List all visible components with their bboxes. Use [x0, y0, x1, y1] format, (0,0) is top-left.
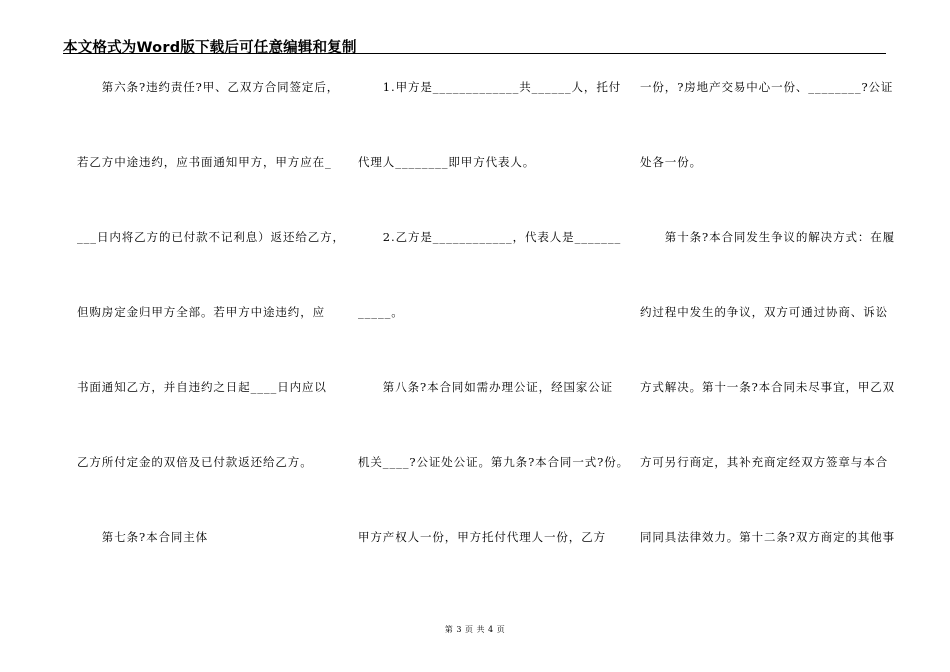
- text-column-1: [77, 0, 345, 672]
- text-line: 但购房定金归甲方全部。若甲方中途违约，应: [77, 305, 325, 319]
- text-line: 代理人________即甲方代表人。: [358, 155, 536, 169]
- text-line: 同同具法律效力。第十二条?双方商定的其他事: [640, 530, 896, 544]
- text-line: 乙方所付定金的双倍及已付款返还给乙方。: [77, 455, 313, 469]
- text-line: 第七条?本合同主体: [77, 530, 209, 544]
- text-line: ___日内将乙方的已付款不记利息）返还给乙方，: [77, 230, 345, 244]
- text-line: 方式解决。第十一条?本合同未尽事宜，甲乙双: [640, 380, 896, 394]
- text-line: 第十条?本合同发生争议的解决方式：在履: [640, 230, 896, 244]
- header-title: 本文格式为Word版下载后可任意编辑和复制: [63, 40, 357, 56]
- text-line: 第八条?本合同如需办理公证，经国家公证: [358, 380, 614, 394]
- text-line: 约过程中发生的争议，双方可通过协商、诉讼: [640, 305, 888, 319]
- text-column-3: [640, 0, 896, 672]
- text-line: 2.乙方是____________，代表人是_______: [358, 230, 622, 244]
- text-line: 书面通知乙方，并自违约之日起____日内应以: [77, 380, 327, 394]
- text-line: 一份，?房地产交易中心一份、________?公证: [640, 80, 894, 94]
- text-line: 1.甲方是_____________共______人，托付: [358, 80, 622, 94]
- text-line: _____。: [358, 305, 404, 319]
- text-column-2: [358, 0, 629, 672]
- text-line: 第六条?违约责任?甲、乙双方合同签定后，: [77, 80, 340, 94]
- page-number: 第 3 页 共 4 页: [444, 625, 506, 634]
- text-line: 机关____?公证处公证。第九条?本合同一式?份。: [358, 455, 629, 469]
- text-line: 方可另行商定，其补充商定经双方签章与本合: [640, 455, 888, 469]
- text-line: 甲方产权人一份，甲方托付代理人一份，乙方: [358, 530, 606, 544]
- text-line: 处各一份。: [640, 155, 702, 169]
- text-line: 若乙方中途违约，应书面通知甲方，甲方应在_: [77, 155, 332, 169]
